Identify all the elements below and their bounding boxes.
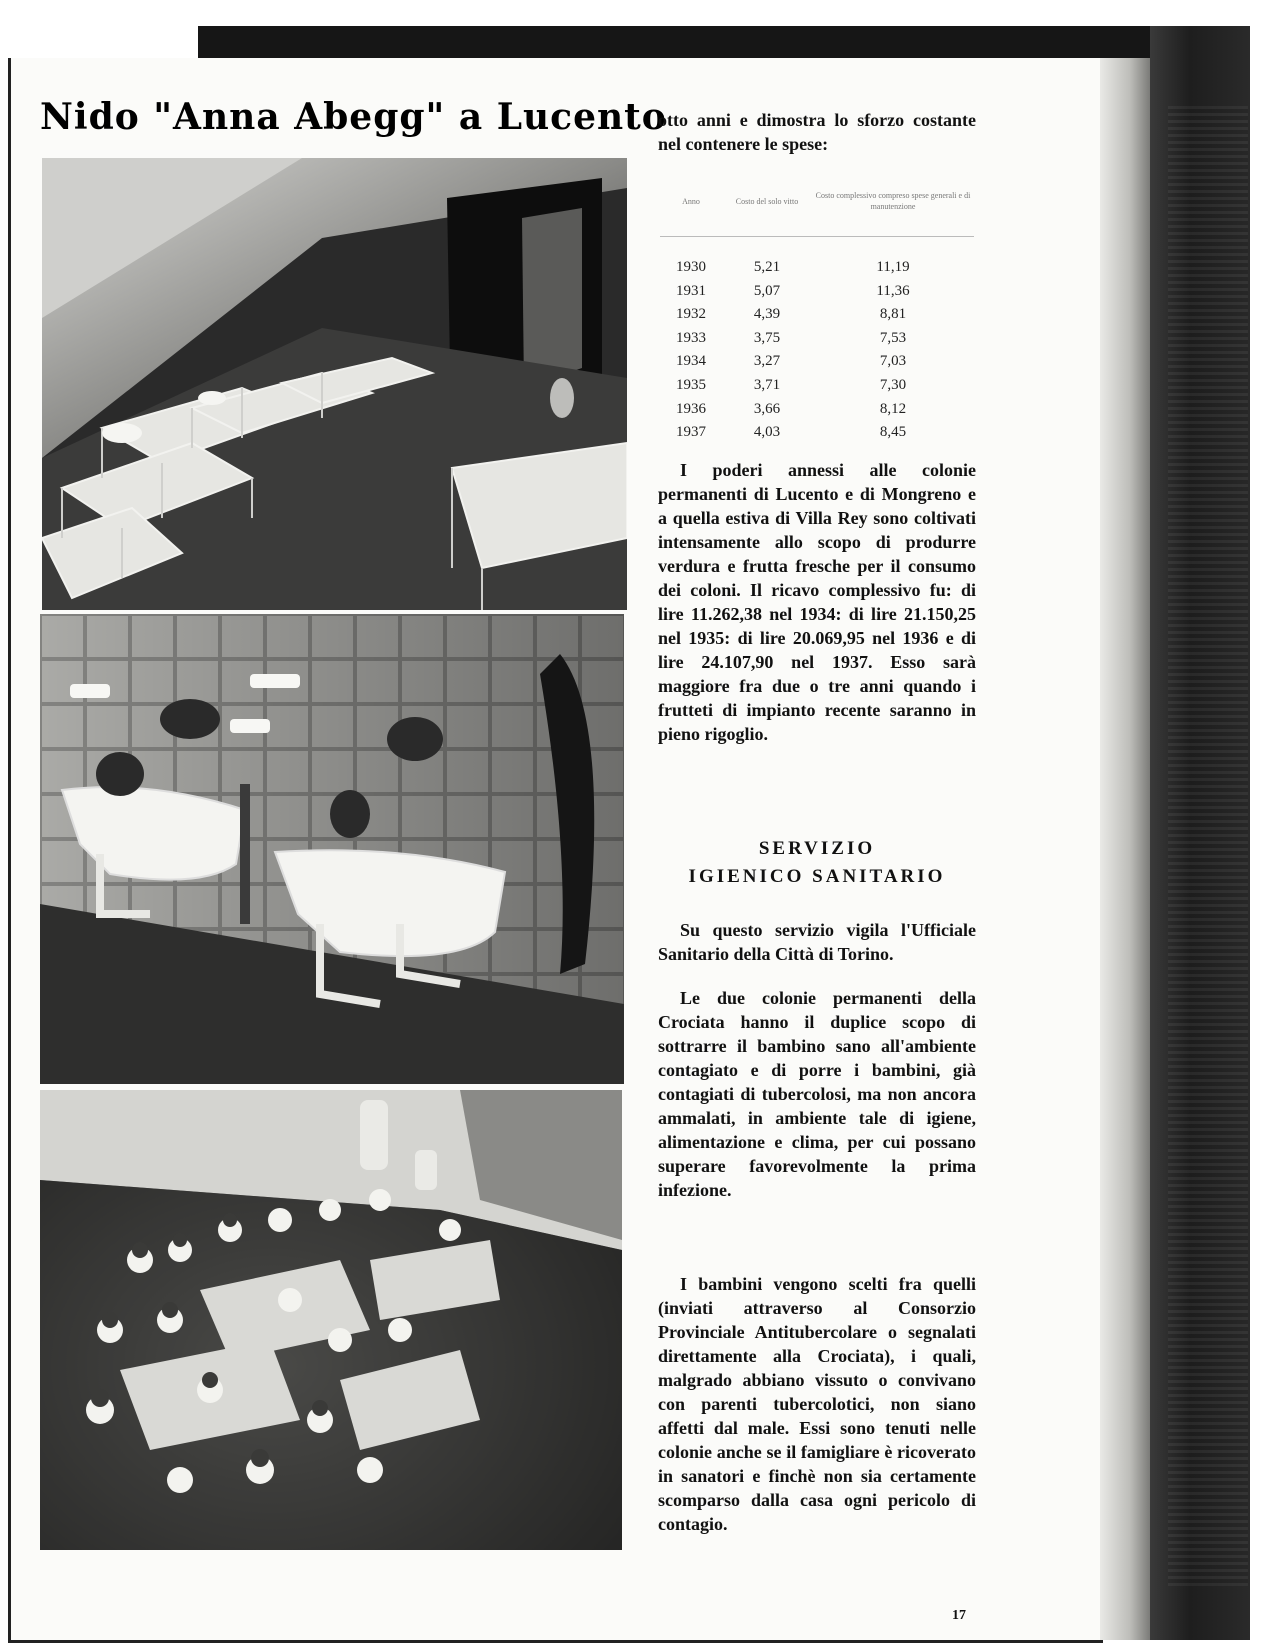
cell-total-cost: 11,19 bbox=[876, 259, 910, 275]
section-heading-line1: SERVIZIO bbox=[758, 838, 876, 859]
colonie-paragraph: Le due colonie permanenti della Crociata hanno il duplice scopo di sottrarre il bambino sano all'ambiente contagiato e di porre i bambini, già contagiati di tubercolosi, ma non ancora ammalati, in ambiente tale di igiene, alimentazione e clima, per cui possano superare favorevolmente la prima infezione. bbox=[658, 988, 976, 1200]
cell-food-cost: 4,03 bbox=[753, 424, 781, 441]
book-edge bbox=[1150, 26, 1250, 1640]
cell-year: 1931 bbox=[676, 282, 706, 299]
cell-year: 1935 bbox=[676, 376, 706, 393]
cell-year: 1930 bbox=[676, 259, 706, 275]
table-row bbox=[660, 306, 974, 330]
cell-food-cost: 4,39 bbox=[753, 306, 781, 323]
cell-food-cost: 3,66 bbox=[753, 400, 781, 417]
cell-food-cost: 3,75 bbox=[753, 329, 781, 346]
header-year: Anno bbox=[682, 196, 700, 206]
intro-paragraph: otto anni e dimostra lo sforzo costante nel contenere le spese: bbox=[658, 110, 976, 154]
table-row bbox=[660, 424, 974, 448]
cell-food-cost: 3,71 bbox=[753, 376, 781, 393]
table-row bbox=[660, 283, 974, 307]
cell-total-cost: 7,53 bbox=[879, 329, 907, 346]
poderi-paragraph: I poderi annessi alle colonie permanenti di Lucento e di Mongreno e a quella estiva di Villa Rey sono coltivati intensamente allo scopo di produrre verdura e frutta fresche per il consumo dei coloni. Il ricavo complessivo fu: di lire 11.262,38 nel 1934: di lire 21.150,25 nel 1935: di lire 20.069,95 nel 1936 e di lire 24.107,90 nel 1937. Esso sarà maggiore fra due o tre anni quando i frutteti di impianto recente saranno in pieno rigoglio. bbox=[658, 460, 976, 744]
header-total-cost: Costo complessivo compreso spese generali e di manutenzione bbox=[815, 191, 971, 211]
page-binding bbox=[1100, 58, 1150, 1640]
cell-year: 1937 bbox=[676, 424, 706, 441]
cell-year: 1936 bbox=[676, 400, 706, 417]
cost-table bbox=[660, 176, 974, 448]
photo-children-dining bbox=[40, 1090, 622, 1550]
cell-total-cost: 7,03 bbox=[879, 353, 907, 370]
scan-top-band bbox=[198, 26, 1248, 60]
cell-total-cost: 8,45 bbox=[879, 424, 907, 441]
cell-total-cost: 7,30 bbox=[879, 376, 907, 393]
page-number: 17 bbox=[952, 1608, 966, 1623]
table-row bbox=[660, 330, 974, 354]
table-row bbox=[660, 353, 974, 377]
cell-food-cost: 5,21 bbox=[753, 259, 781, 275]
cell-year: 1932 bbox=[676, 306, 706, 323]
bambini-paragraph: I bambini vengono scelti fra quelli (inviati attraverso al Consorzio Provinciale Antitubercolare o segnalati direttamente alla Crociata), i quali, malgrado abbiano vissuto o convivano con parenti tubercolotici, non siano affetti dal male. Essi sono tenuti nelle colonie anche se il famigliare è ricoverato in sanatori e finchè non sia certamente scomparso dalla casa ogni pericolo di contagio. bbox=[658, 1274, 976, 1534]
table-row bbox=[660, 401, 974, 425]
cell-total-cost: 11,36 bbox=[876, 282, 910, 299]
section-heading-line2: IGIENICO SANITARIO bbox=[688, 866, 946, 887]
servizio-paragraph: Su questo servizio vigila l'Ufficiale Sanitario della Città di Torino. bbox=[658, 920, 976, 964]
page-title: Nido "Anna Abegg" a Lucento bbox=[40, 96, 667, 138]
table-row bbox=[660, 259, 974, 283]
cell-food-cost: 3,27 bbox=[753, 353, 781, 370]
cost-table-body bbox=[660, 259, 974, 448]
header-food-cost: Costo del solo vitto bbox=[735, 196, 799, 206]
cell-food-cost: 5,07 bbox=[753, 282, 781, 299]
cell-year: 1934 bbox=[676, 353, 706, 370]
table-row bbox=[660, 377, 974, 401]
cell-total-cost: 8,12 bbox=[879, 400, 907, 417]
cell-total-cost: 8,81 bbox=[879, 306, 907, 323]
photo-dormitory-cribs bbox=[42, 158, 627, 610]
cell-year: 1933 bbox=[676, 329, 706, 346]
cost-table-header bbox=[660, 176, 974, 237]
photo-bathroom-tubs bbox=[40, 614, 624, 1084]
